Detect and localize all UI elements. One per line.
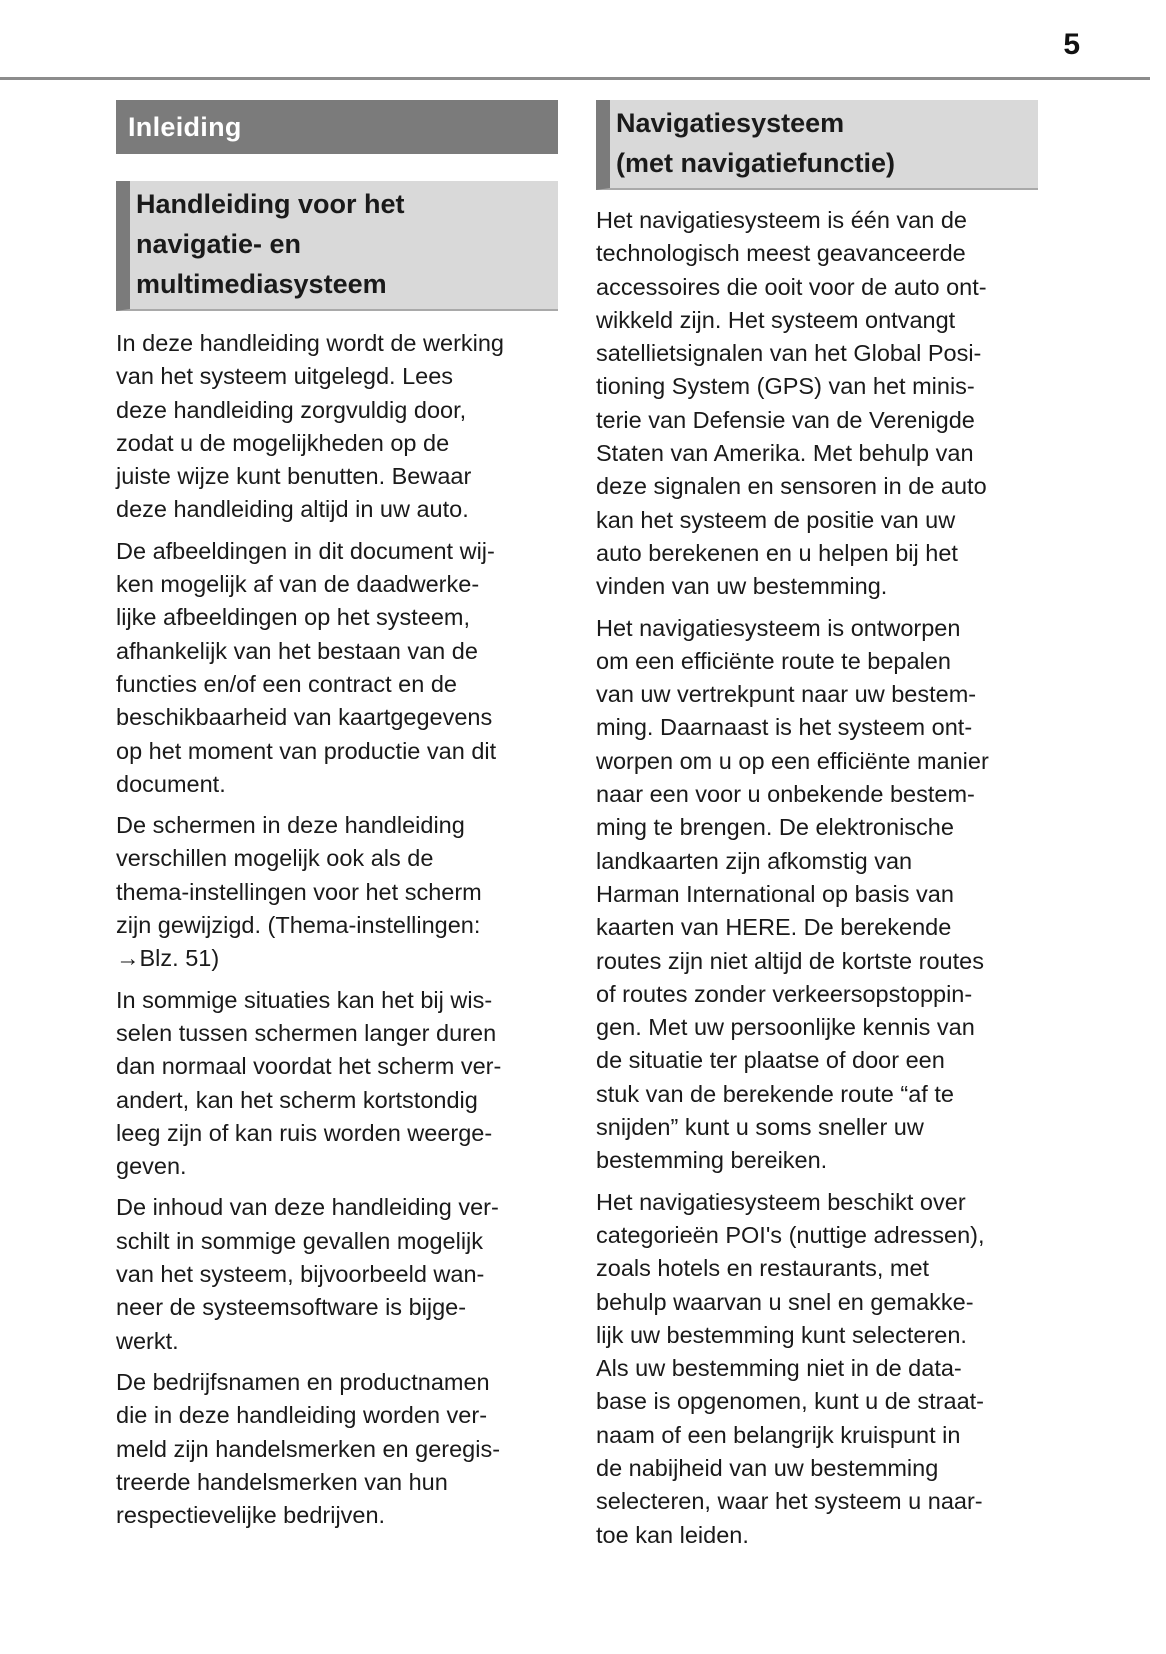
subheading-navigation-manual [116,181,558,311]
text-line: wikkeld zijn. Het systeem ontvangt [596,306,956,333]
text-line: geven. [116,1153,187,1180]
text-line: de nabijheid van uw bestemming [596,1454,939,1481]
text-line: Staten van Amerika. Met behulp van [596,440,974,467]
text-line: In sommige situaties kan het bij wis- [116,986,493,1013]
text-line: accessoires die ooit voor de auto ont- [596,273,987,300]
text-line: Als uw bestemming niet in de data- [596,1355,962,1382]
text-line: afhankelijk van het bestaan van de [116,637,478,664]
text-line: selecteren, waar het systeem u naar- [596,1488,983,1515]
text-line: van het systeem, bijvoorbeeld wan- [116,1261,485,1288]
text-line: selen tussen schermen langer duren [116,1019,497,1046]
text-line: toe kan leiden. [596,1521,749,1548]
text-line: De bedrijfsnamen en productnamen [116,1368,490,1395]
text-line: de situatie ter plaatse of door een [596,1047,945,1074]
text-line: ming te brengen. De elektronische [596,814,954,841]
text-line: kaarten van HERE. De berekende [596,914,952,941]
text-line: beschikbaarheid van kaartgegevens [116,704,493,731]
text-line: dan normaal voordat het scherm ver- [116,1053,502,1080]
text-line: document. [116,770,226,797]
text-line: kan het systeem de positie van uw [596,506,956,533]
text-line: deze handleiding zorgvuldig door, [116,396,467,423]
text-line: routes zijn niet altijd de kortste routes [596,947,984,974]
text-line: auto berekenen en u helpen bij het [596,539,958,566]
subheading-line: multimediasysteem [136,269,387,299]
top-divider [0,77,1150,80]
page-number: 5 [1063,28,1080,61]
subheading-line: Navigatiesysteem [616,108,845,138]
right-column [596,100,1038,1560]
subheading-line: navigatie- en [136,229,302,259]
text-line: deze handleiding altijd in uw auto. [116,496,469,523]
text-line: ming. Daarnaast is het systeem ont- [596,714,973,741]
text-line: ken mogelijk af van de daadwerke- [116,571,480,598]
text-line: worpen om u op een efficiënte manier [596,747,989,774]
text-line: bestemming bereiken. [596,1147,828,1174]
text-line: terie van Defensie van de Verenigde [596,406,975,433]
text-line: schilt in sommige gevallen mogelijk [116,1227,484,1254]
text-line: behulp waarvan u snel en gemakke- [596,1288,974,1315]
text-line: Het navigatiesysteem beschikt over [596,1188,966,1215]
text-line: meld zijn handelsmerken en geregis- [116,1435,501,1462]
paragraph [596,1186,1038,1552]
text-line: De schermen in deze handleiding [116,812,465,839]
text-line: treerde handelsmerken van hun [116,1468,448,1495]
paragraph [116,1191,558,1357]
text-line: om een efficiënte route te bepalen [596,647,951,674]
text-line: In deze handleiding wordt de werking [116,330,505,356]
paragraph [116,984,558,1184]
text-line: zoals hotels en restaurants, met [596,1255,930,1282]
text-line: snijden” kunt u soms sneller uw [596,1114,924,1141]
text-line: Harman International op basis van [596,880,954,907]
text-line: verschillen mogelijk ook als de [116,845,434,872]
text-line: thema-instellingen voor het scherm [116,878,482,905]
text-line: juiste wijze kunt benutten. Bewaar [116,463,472,490]
text-line: deze signalen en sensoren in de auto [596,473,987,500]
section-title: Inleiding [116,100,558,154]
left-body-text [116,327,558,1532]
paragraph [116,809,558,975]
text-line: technologisch meest geavanceerde [596,240,966,267]
text-line: die in deze handleiding worden ver- [116,1402,488,1429]
text-line: De inhoud van deze handleiding ver- [116,1194,499,1221]
text-line: zijn gewijzigd. (Thema-instellingen: [116,912,481,939]
text-line: satellietsignalen van het Global Posi- [596,340,982,367]
text-line: werkt. [116,1327,179,1354]
text-line: functies en/of een contract en de [116,670,457,697]
text-line: lijk uw bestemming kunt selecteren. [596,1321,967,1348]
paragraph [116,1366,558,1532]
text-line: base is opgenomen, kunt u de straat- [596,1388,984,1415]
text-line: andert, kan het scherm kortstondig [116,1086,478,1113]
text-line: tioning System (GPS) van het minis- [596,373,975,400]
text-line: leeg zijn of kan ruis worden weerge- [116,1119,493,1146]
text-line: respectievelijke bedrijven. [116,1502,386,1529]
text-line: categorieën POI's (nuttige adressen), [596,1221,985,1248]
text-line: landkaarten zijn afkomstig van [596,847,913,874]
paragraph [596,204,1038,604]
text-line: gen. Met uw persoonlijke kennis van [596,1014,975,1041]
text-line: naam of een belangrijk kruispunt in [596,1421,961,1448]
subheading-navigation-system [596,100,1038,190]
subheading-line: (met navigatiefunctie) [616,148,896,178]
subheading-line: Handleiding voor het [136,189,405,219]
text-line: lijke afbeeldingen op het systeem, [116,604,471,631]
text-line: Het navigatiesysteem is ontworpen [596,614,961,641]
paragraph [116,327,558,527]
paragraph [596,612,1038,1178]
text-line: neer de systeemsoftware is bijge- [116,1294,467,1321]
paragraph [116,535,558,801]
text-line: →Blz. 51) [116,945,220,972]
text-line: Het navigatiesysteem is één van de [596,207,967,233]
text-line: naar een voor u onbekende bestem- [596,781,975,808]
text-line: vinden van uw bestemming. [596,573,888,600]
right-body-text [596,204,1038,1552]
text-line: stuk van de berekende route “af te [596,1080,954,1107]
left-column [116,100,558,1540]
text-line: van uw vertrekpunt naar uw bestem- [596,681,977,708]
text-line: van het systeem uitgelegd. Lees [116,363,454,390]
text-line: De afbeeldingen in dit document wij- [116,537,495,564]
text-line: of routes zonder verkeersopstoppin- [596,980,973,1007]
text-line: op het moment van productie van dit [116,737,497,764]
text-line: zodat u de mogelijkheden op de [116,429,450,456]
